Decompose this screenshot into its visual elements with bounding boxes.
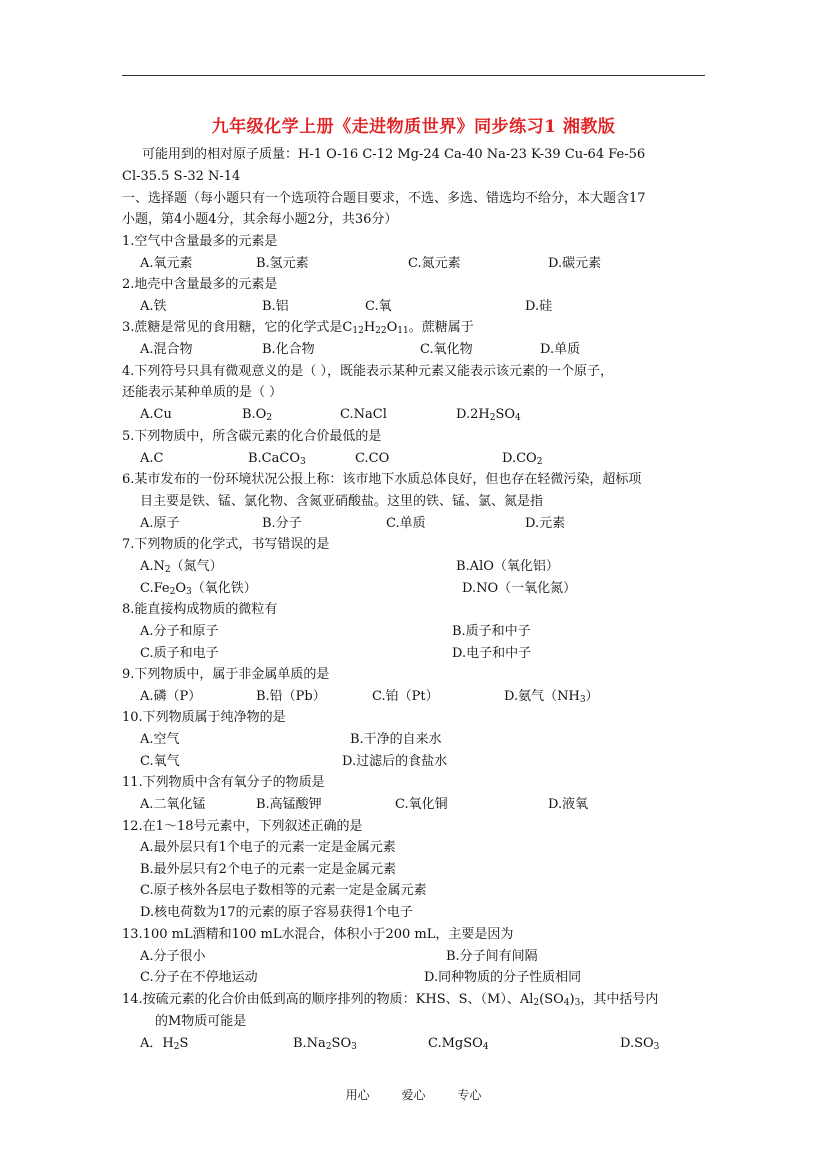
- question-8-option-d: D.电子和中子: [452, 646, 532, 661]
- question-10-option-a: A.空气: [140, 732, 180, 747]
- question-9-option-a: A.磷（P）: [140, 689, 202, 704]
- question-5-stem: 5.下列物质中，所含碳元素的化合价最低的是: [122, 429, 382, 444]
- question-2-option-c: C.氧: [365, 299, 392, 314]
- question-4-stem-line1: 4.下列符号只具有微观意义的是（ ），既能表示某种元素又能表示该元素的一个原子，: [122, 364, 614, 379]
- atomic-masses-line1: 可能用到的相对原子质量：H-1 O-16 C-12 Mg-24 Ca-40 Na-23 K-39 Cu-64 Fe-56: [142, 147, 646, 162]
- question-10-option-c: C.氧气: [140, 754, 180, 769]
- question-6-option-d: D.元素: [525, 516, 566, 531]
- question-10-option-b: B.干净的自来水: [350, 732, 442, 747]
- question-7-option-a: $A.N_2$（氮气）: [140, 559, 223, 575]
- footer-word-1: 用心: [345, 1088, 370, 1102]
- question-13-stem: 13.100 mL酒精和100 mL水混合，体积小于200 mL，主要是因为: [122, 927, 514, 942]
- question-2-option-d: D.硅: [525, 299, 553, 314]
- question-11-option-d: D.液氧: [548, 797, 589, 812]
- footer-word-3: 专心: [457, 1088, 482, 1102]
- question-9-option-d: D.氨气$(NH_3)$: [504, 689, 599, 705]
- question-6-stem-line1: 6.某市发布的一份环境状况公报上称：该市地下水质总体良好，但也存在轻微污染，超标项: [122, 472, 642, 487]
- question-3-option-d: D.单质: [540, 342, 581, 357]
- question-11-option-b: B.高锰酸钾: [256, 797, 322, 812]
- question-4-stem-line2: 还能表示某种单质的是（ ）: [122, 385, 283, 400]
- question-4-option-d: $D.2H_2SO_4$: [456, 407, 521, 423]
- question-11-option-c: C.氧化铜: [395, 797, 448, 812]
- question-5-option-b: B.CaCO$_3$: [248, 451, 306, 467]
- question-7-option-c: $C.Fe_2O_3$（氧化铁）: [140, 581, 257, 597]
- page-title: 九年级化学上册《走进物质世界》同步练习1 湘教版: [211, 117, 616, 137]
- question-12-stem: 12.在1～18号元素中，下列叙述正确的是: [122, 819, 363, 834]
- question-6-option-b: B.分子: [262, 516, 302, 531]
- question-1-option-d: D.碳元素: [548, 256, 602, 271]
- question-8-stem: 8.能直接构成物质的微粒有: [122, 602, 278, 617]
- question-12-option-d: D.核电荷数为17的元素的原子容易获得1个电子: [140, 905, 413, 920]
- question-8-option-b: B.质子和中子: [452, 624, 531, 639]
- question-3-option-a: A.混合物: [140, 342, 193, 357]
- question-1-option-a: A.氧元素: [140, 256, 193, 271]
- question-7-option-d: D.NO（一氧化氮）: [462, 581, 577, 596]
- question-13-option-d: D.同种物质的分子性质相同: [424, 970, 582, 985]
- question-11-stem: 11.下列物质中含有氧分子的物质是: [122, 775, 325, 790]
- question-12-option-b: B.最外层只有2个电子的元素一定是金属元素: [140, 862, 396, 877]
- question-8-option-c: C.质子和电子: [140, 646, 219, 661]
- question-14-option-d: $D.SO_3$: [620, 1036, 660, 1052]
- atomic-masses-line2: Cl-35.5 S-32 N-14: [122, 169, 241, 184]
- question-1-option-c: C.氮元素: [408, 256, 461, 271]
- question-4-option-c: C.NaCl: [340, 407, 387, 422]
- question-14-option-a: A．$H_2S$: [140, 1036, 189, 1052]
- question-5-option-c: C.CO: [355, 451, 390, 466]
- question-3-option-c: C.氧化物: [420, 342, 473, 357]
- question-2-option-b: B.铝: [262, 299, 289, 314]
- question-13-option-c: C.分子在不停地运动: [140, 970, 258, 985]
- question-1-stem: 1.空气中含量最多的元素是: [122, 234, 278, 249]
- question-14-option-b: $B.Na_2SO_3$: [293, 1036, 357, 1052]
- footer-word-2: 爱心: [401, 1088, 426, 1102]
- question-3-option-b: B.化合物: [262, 342, 315, 357]
- section-heading-line2: 小题，第4小题4分，其余每小题2分，共36分）: [122, 212, 398, 227]
- question-5-option-d: $D.CO_2$: [502, 451, 543, 467]
- question-14-stem-line2: 的M物质可能是: [155, 1014, 247, 1029]
- question-4-option-b: $B.O_2$: [242, 407, 273, 423]
- question-10-option-d: D.过滤后的食盐水: [342, 754, 448, 769]
- question-4-option-a: A.Cu: [140, 407, 172, 422]
- question-5-option-a: A.C: [140, 451, 164, 466]
- question-10-stem: 10.下列物质属于纯净物的是: [122, 710, 286, 725]
- question-3-stem: 3.蔗糖是常见的食用糖，它的化学式是$C_{12}H_{22}O_{11}$。蔗糖属于: [122, 320, 474, 336]
- question-13-option-b: B.分子间有间隔: [446, 949, 538, 964]
- question-8-option-a: A.分子和原子: [140, 624, 219, 639]
- question-6-option-c: C.单质: [386, 516, 426, 531]
- question-14-stem-line1: 14.按硫元素的化合价由低到高的顺序排列的物质：KHS、S、（M）、$Al_2(SO_4)_3$，其中括号内: [122, 992, 659, 1008]
- question-6-stem-line2: 目主要是铁、锰、氯化物、含氮亚硝酸盐。这里的铁、锰、氯、氮是指: [140, 494, 544, 509]
- section-heading-line1: 一、选择题（每小题只有一个选项符合题目要求，不选、多选、错选均不给分，本大题含17: [122, 191, 646, 206]
- question-7-stem: 7.下列物质的化学式，书写错误的是: [122, 537, 330, 552]
- question-13-option-a: A.分子很小: [140, 949, 206, 964]
- page-footer: [0, 1086, 827, 1103]
- question-2-stem: 2.地壳中含量最多的元素是: [122, 277, 278, 292]
- header-rule: [122, 75, 705, 76]
- question-7-option-b: B.AlO（氧化铝）: [456, 559, 559, 574]
- question-2-option-a: A.铁: [140, 299, 167, 314]
- question-12-option-a: A.最外层只有1个电子的元素一定是金属元素: [140, 840, 396, 855]
- question-14-option-c: C.MgSO$_4$: [428, 1036, 489, 1052]
- question-11-option-a: A.二氧化锰: [140, 797, 206, 812]
- question-1-option-b: B.氢元素: [256, 256, 309, 271]
- question-9-stem: 9.下列物质中，属于非金属单质的是: [122, 667, 330, 682]
- question-9-option-b: B.铅（Pb）: [256, 689, 326, 704]
- question-12-option-c: C.原子核外各层电子数相等的元素一定是金属元素: [140, 883, 427, 898]
- question-9-option-c: C.铂（Pt）: [372, 689, 439, 704]
- question-6-option-a: A.原子: [140, 516, 180, 531]
